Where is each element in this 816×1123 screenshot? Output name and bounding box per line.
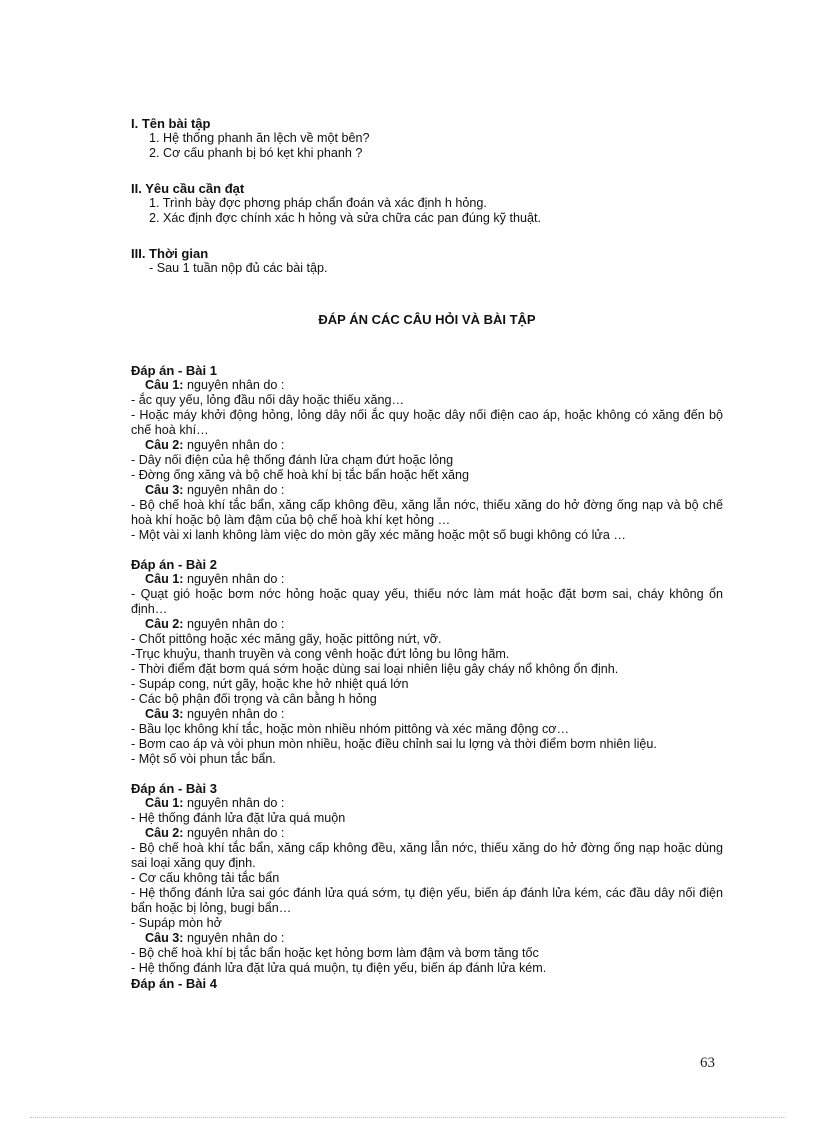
answer-line: - Dây nối điện của hệ thống đánh lửa chạm đứt hoặc lỏng (131, 453, 454, 467)
answer-line: - Quạt gió hoặc bơm nớc hỏng hoặc quay yếu, thiếu nớc làm mát hoặc đặt bơm sai, cháy không ổn định… (131, 587, 723, 616)
answer-bai-3 (131, 781, 723, 976)
section-ten-bai-tap (131, 116, 723, 161)
answer-line: - Đờng ống xăng và bộ chế hoà khí bị tắc bẩn hoặc hết xăng (131, 468, 470, 482)
answer-line: -Trục khuỷu, thanh truyền và cong vênh hoặc đứt lỏng bu lông hãm. (131, 647, 510, 661)
answer-line: - Hệ thống đánh lửa đặt lửa quá muộn (131, 811, 346, 825)
answer-line: - Bơm cao áp và vòi phun mòn nhiều, hoặc điều chỉnh sai lu lợng và thời điểm bơm nhiên liệu. (131, 737, 657, 751)
answer-line: - Chốt pittông hoặc xéc măng gãy, hoặc pittông nứt, vỡ. (131, 632, 442, 646)
section-yeu-cau (131, 181, 723, 226)
page-content (131, 116, 723, 991)
section-title: III. Thời gian (131, 246, 209, 261)
question-label: Câu 1: nguyên nhân do : (145, 572, 285, 586)
question-label: Câu 3: nguyên nhân do : (145, 483, 285, 497)
question-label: Câu 2: nguyên nhân do : (145, 617, 285, 631)
question-label: Câu 2: nguyên nhân do : (145, 438, 285, 452)
question-label: Câu 2: nguyên nhân do : (145, 826, 285, 840)
question-label: Câu 1: nguyên nhân do : (145, 378, 285, 392)
answer-bai-1 (131, 363, 723, 543)
answer-title: Đáp án - Bài 3 (131, 781, 217, 796)
answer-line: - Một số vòi phun tắc bẩn. (131, 752, 276, 766)
list-item: 2. Xác định đợc chính xác h hỏng và sửa chữa các pan đúng kỹ thuật. (149, 211, 541, 225)
list-item: - Sau 1 tuần nộp đủ các bài tập. (149, 261, 328, 275)
answer-line: - Cơ cấu không tải tắc bẩn (131, 871, 280, 885)
answer-title: Đáp án - Bài 4 (131, 976, 217, 991)
answer-title: Đáp án - Bài 2 (131, 557, 217, 572)
answer-title: Đáp án - Bài 1 (131, 363, 217, 378)
answer-line: - ắc quy yếu, lỏng đầu nối dây hoặc thiếu xăng… (131, 393, 405, 407)
section-thoi-gian (131, 246, 723, 276)
answers-heading: ĐÁP ÁN CÁC CÂU HỎI VÀ BÀI TẬP (318, 312, 536, 327)
list-item: 1. Hệ thống phanh ăn lệch về một bên? (149, 131, 370, 145)
list-item: 2. Cơ cấu phanh bị bó kẹt khi phanh ? (149, 146, 363, 160)
answer-line: - Thời điểm đặt bơm quá sớm hoặc dùng sai loại nhiên liệu gây cháy nổ không ổn định. (131, 662, 619, 676)
question-label: Câu 1: nguyên nhân do : (145, 796, 285, 810)
answer-line: - Bộ chế hoà khí bị tắc bẩn hoặc kẹt hỏng bơm làm đậm và bơm tăng tốc (131, 946, 539, 960)
answer-line: - Bộ chế hoà khí tắc bẩn, xăng cấp không đều, xăng lẫn nớc, thiếu xăng do hở đờng ống nạp hoặc dùng sai loại xăng quy định. (131, 841, 723, 870)
section-title: I. Tên bài tập (131, 116, 211, 131)
answer-line: - Hoặc máy khởi động hỏng, lỏng dây nối ắc quy hoặc dây nối điện cao áp, hoặc không có xăng đến bộ chế hoà khí… (131, 408, 723, 437)
answer-line: - Một vài xi lanh không làm việc do mòn gãy xéc măng hoặc một số bugi không có lửa … (131, 528, 626, 542)
list-item: 1. Trình bày đợc phơng pháp chẩn đoán và xác định h hỏng. (149, 196, 487, 210)
answer-line: - Supáp mòn hở (131, 916, 222, 930)
answer-line: - Các bộ phận đối trọng và cân bằng h hỏng (131, 692, 377, 706)
question-label: Câu 3: nguyên nhân do : (145, 707, 285, 721)
answer-line: - Bầu lọc không khí tắc, hoặc mòn nhiều nhóm pittông và xéc măng động cơ… (131, 722, 570, 736)
footer-divider (30, 1117, 786, 1118)
page-number: 63 (700, 1055, 715, 1071)
answer-line: - Bộ chế hoà khí tắc bẩn, xăng cấp không đều, xăng lẫn nớc, thiếu xăng do hở đờng ống nạp và bộ chế hoà khí hoặc bộ làm đậm của bộ chế hoà khí kẹt hỏng … (131, 498, 723, 527)
answer-bai-2 (131, 557, 723, 767)
section-title: II. Yêu cầu cần đạt (131, 181, 245, 196)
answer-line: - Hệ thống đánh lửa đặt lửa quá muộn, tụ điện yếu, biến áp đánh lửa kém. (131, 961, 547, 975)
answer-line: - Supáp cong, nứt gãy, hoặc khe hở nhiệt quá lớn (131, 677, 409, 691)
question-label: Câu 3: nguyên nhân do : (145, 931, 285, 945)
answer-line: - Hệ thống đánh lửa sai góc đánh lửa quá sớm, tụ điện yếu, biến áp đánh lửa kém, các đầu dây nối điện bẩn hoặc bị lỏng, bugi bẩn… (131, 886, 723, 915)
